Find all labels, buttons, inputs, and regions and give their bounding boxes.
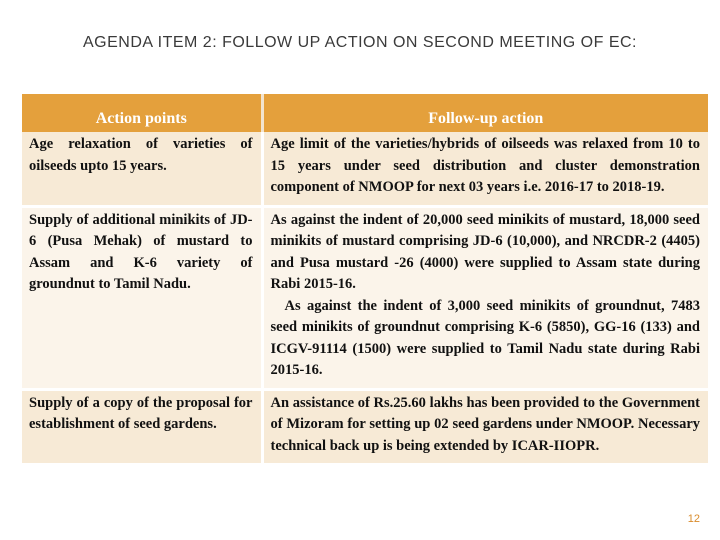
header-follow-up-action: Follow-up action	[262, 94, 708, 132]
follow-up-paragraph: Age limit of the varieties/hybrids of oilseeds was relaxed from 10 to 15 years under seed distribution and cluster demonstration component of NMOOP for next 03 years i.e. 2016-17 to 2018-19.	[270, 136, 700, 195]
follow-up-cell	[262, 206, 708, 389]
follow-up-paragraph: As against the indent of 20,000 seed minikits of mustard, 18,000 seed minikits of mustard comprising JD-6 (10,000), and NRCDR-2 (4405) and Pusa mustard -26 (4000) were supplied to Assam state during Rabi 2015-16.	[270, 211, 700, 292]
page-number: 12	[687, 513, 700, 525]
table-header-row	[22, 94, 708, 132]
header-action-points: Action points	[22, 94, 262, 132]
slide-title: AGENDA ITEM 2: FOLLOW UP ACTION ON SECOND MEETING OF EC:	[83, 34, 637, 51]
action-point-cell: Age relaxation of varieties of oilseeds upto 15 years.	[22, 132, 262, 206]
follow-up-cell	[262, 132, 708, 206]
follow-up-cell	[262, 389, 708, 463]
follow-up-paragraph: As against the indent of 3,000 seed minikits of groundnut, 7483 seed minikits of groundnut comprising K-6 (5850), GG-16 (133) and ICGV-91114 (1500) were supplied to Tamil Nadu state during Rabi 2015-16.	[270, 297, 700, 378]
action-point-cell: Supply of a copy of the proposal for establishment of seed gardens.	[22, 389, 262, 463]
follow-up-paragraph: An assistance of Rs.25.60 lakhs has been provided to the Government of Mizoram for setting up 02 seed gardens under NMOOP. Necessary technical back up is being extended by ICAR-IIOPR.	[270, 394, 700, 454]
table-row	[22, 389, 708, 463]
action-point-cell: Supply of additional minikits of JD-6 (Pusa Mehak) of mustard to Assam and K-6 variety of groundnut to Tamil Nadu.	[22, 206, 262, 389]
table-row	[22, 206, 708, 389]
table-row	[22, 132, 708, 206]
agenda-table	[22, 94, 708, 463]
